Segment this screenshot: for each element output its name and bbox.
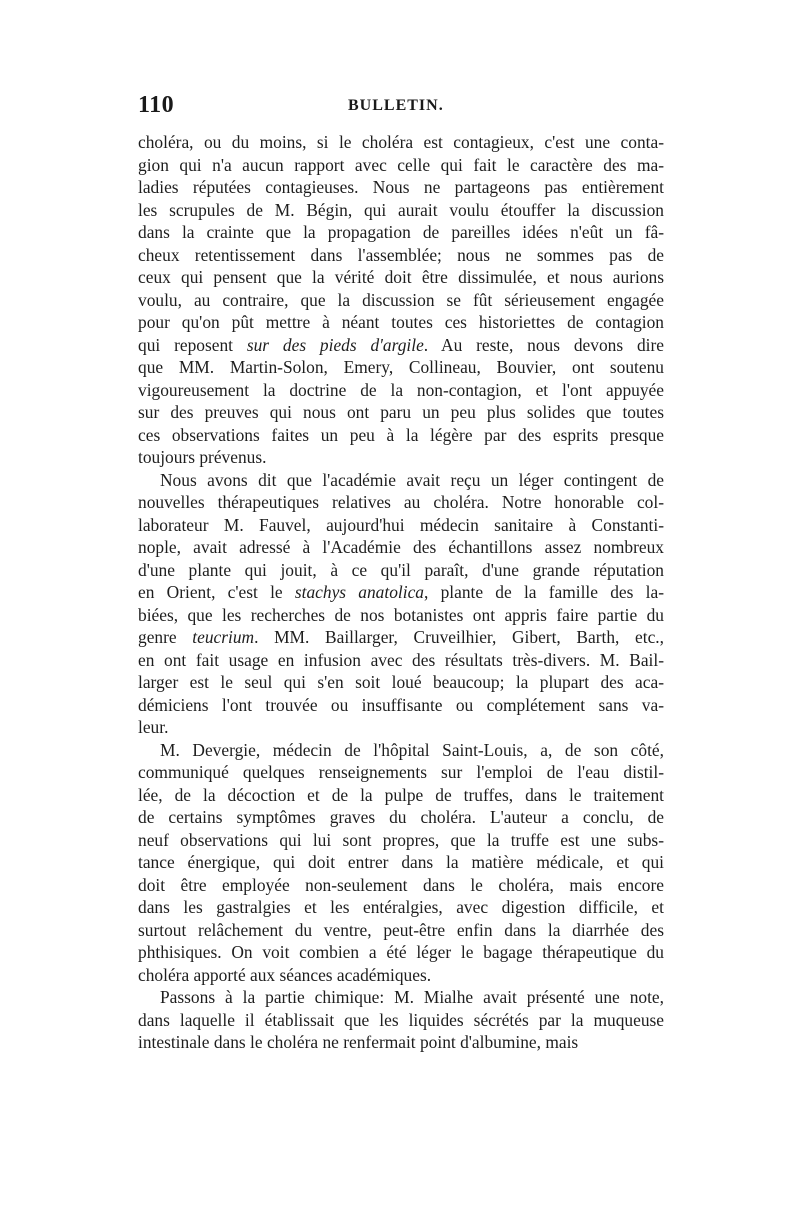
text-line: nople, avait adressé à l'Académie des échantillons assez nombreux: [138, 537, 664, 557]
text-line: d'une plante qui jouit, à ce qu'il paraît, d'une grande réputation: [138, 559, 664, 580]
text-line: gion qui n'a aucun rapport avec celle qui fait le caractère des ma-: [138, 154, 664, 175]
text-line: en ont fait usage en infusion avec des résultats très-divers. M. Bail-: [138, 649, 664, 670]
text-line: sur des preuves qui nous ont paru un peu plus solides que toutes: [138, 402, 664, 422]
text-run: , plante de la famille des la-: [423, 582, 664, 602]
text-line: larger est le seul qui s'en soit loué beaucoup; la plupart des aca-: [138, 672, 664, 692]
text-line: ces observations faites un peu à la légère par des esprits presque: [138, 424, 664, 445]
text-line: laborateur M. Fauvel, aujourd'hui médecin sanitaire à Constanti-: [138, 514, 664, 535]
text-line: cheux retentissement dans l'assemblée; nous ne sommes pas de: [138, 244, 664, 265]
paragraph: [138, 131, 664, 469]
text-line: les scrupules de M. Bégin, qui aurait voulu étouffer la discussion: [138, 199, 664, 220]
text-line: dans les gastralgies et les entéralgies, avec digestion difficile, et: [138, 897, 664, 917]
text-run: en Orient, c'est le: [138, 582, 295, 602]
text-line: M. Devergie, médecin de l'hôpital Saint-Louis, a, de son côté,: [160, 739, 664, 760]
paragraph: [138, 986, 664, 1054]
italic-term: stachys anatolica: [294, 582, 424, 602]
text-line: surtout relâchement du ventre, peut-être enfin dans la diarrhée des: [138, 919, 664, 940]
text-line: dans laquelle il établissait que les liquides sécrétés par la muqueuse: [138, 1009, 664, 1030]
text-run: qui reposent: [138, 334, 247, 355]
running-head: BULLETIN.: [348, 97, 444, 114]
text-line: lée, de la décoction et de la pulpe de truffes, dans le traitement: [138, 784, 664, 805]
text-line: démiciens l'ont trouvée ou insuffisante ou complétement sans va-: [138, 694, 664, 715]
paragraph: [138, 469, 664, 739]
text-run: genre: [138, 627, 193, 647]
text-line: [138, 334, 664, 357]
italic-term: teucrium: [192, 627, 255, 647]
text-line: vigoureusement la doctrine de la non-contagion, et l'ont appuyée: [138, 379, 664, 400]
text-line: communiqué quelques renseignements sur l'emploi de l'eau distil-: [138, 762, 664, 782]
text-line: ladies réputées contagieuses. Nous ne partageons pas entièrement: [138, 177, 664, 197]
text-line: nouvelles thérapeutiques relatives au choléra. Notre honorable col-: [138, 492, 664, 512]
text-line: tance énergique, qui doit entrer dans la matière médicale, et qui: [138, 852, 664, 872]
page-header: [138, 92, 664, 124]
text-line: de certains symptômes graves du choléra. L'auteur a conclu, de: [138, 807, 664, 827]
text-line: Nous avons dit que l'académie avait reçu un léger contingent de: [160, 469, 664, 490]
body-text: [138, 131, 664, 1054]
text-line: biées, que les recherches de nos botanistes ont appris faire partie du: [138, 604, 664, 625]
text-line: que MM. Martin-Solon, Emery, Collineau, Bouvier, ont soutenu: [138, 357, 664, 377]
text-line: neuf observations qui lui sont propres, que la truffe est une subs-: [138, 829, 664, 850]
text-line: [138, 626, 664, 649]
text-line: doit être employée non-seulement dans le choléra, mais encore: [138, 874, 664, 895]
text-line: voulu, au contraire, que la discussion se fût sérieusement engagée: [138, 289, 664, 310]
text-line: choléra, ou du moins, si le choléra est contagieux, c'est une conta-: [138, 132, 664, 152]
text-line: Passons à la partie chimique: M. Mialhe avait présenté une note,: [160, 987, 664, 1007]
page-number: 110: [138, 92, 175, 118]
text-line: toujours prévenus.: [138, 447, 267, 467]
text-run: . MM. Baillarger, Cruveilhier, Gibert, Barth, etc.,: [254, 627, 664, 647]
paragraph: [138, 739, 664, 987]
text-line: dans la crainte que la propagation de pareilles idées n'eût un fâ-: [138, 222, 664, 242]
text-line: phthisiques. On voit combien a été léger le bagage thérapeutique du: [138, 942, 664, 962]
text-run: . Au reste, nous devons dire: [423, 334, 664, 355]
text-line: leur.: [138, 717, 169, 737]
text-line: pour qu'on pût mettre à néant toutes ces historiettes de contagion: [138, 312, 664, 332]
text-line: choléra apporté aux séances académiques.: [138, 964, 432, 985]
text-line: [138, 581, 664, 604]
italic-term: sur des pieds d'argile: [246, 334, 424, 355]
text-line: intestinale dans le choléra ne renfermait point d'albumine, mais: [138, 1032, 579, 1052]
text-line: ceux qui pensent que la vérité doit être dissimulée, et nous aurions: [138, 267, 664, 287]
